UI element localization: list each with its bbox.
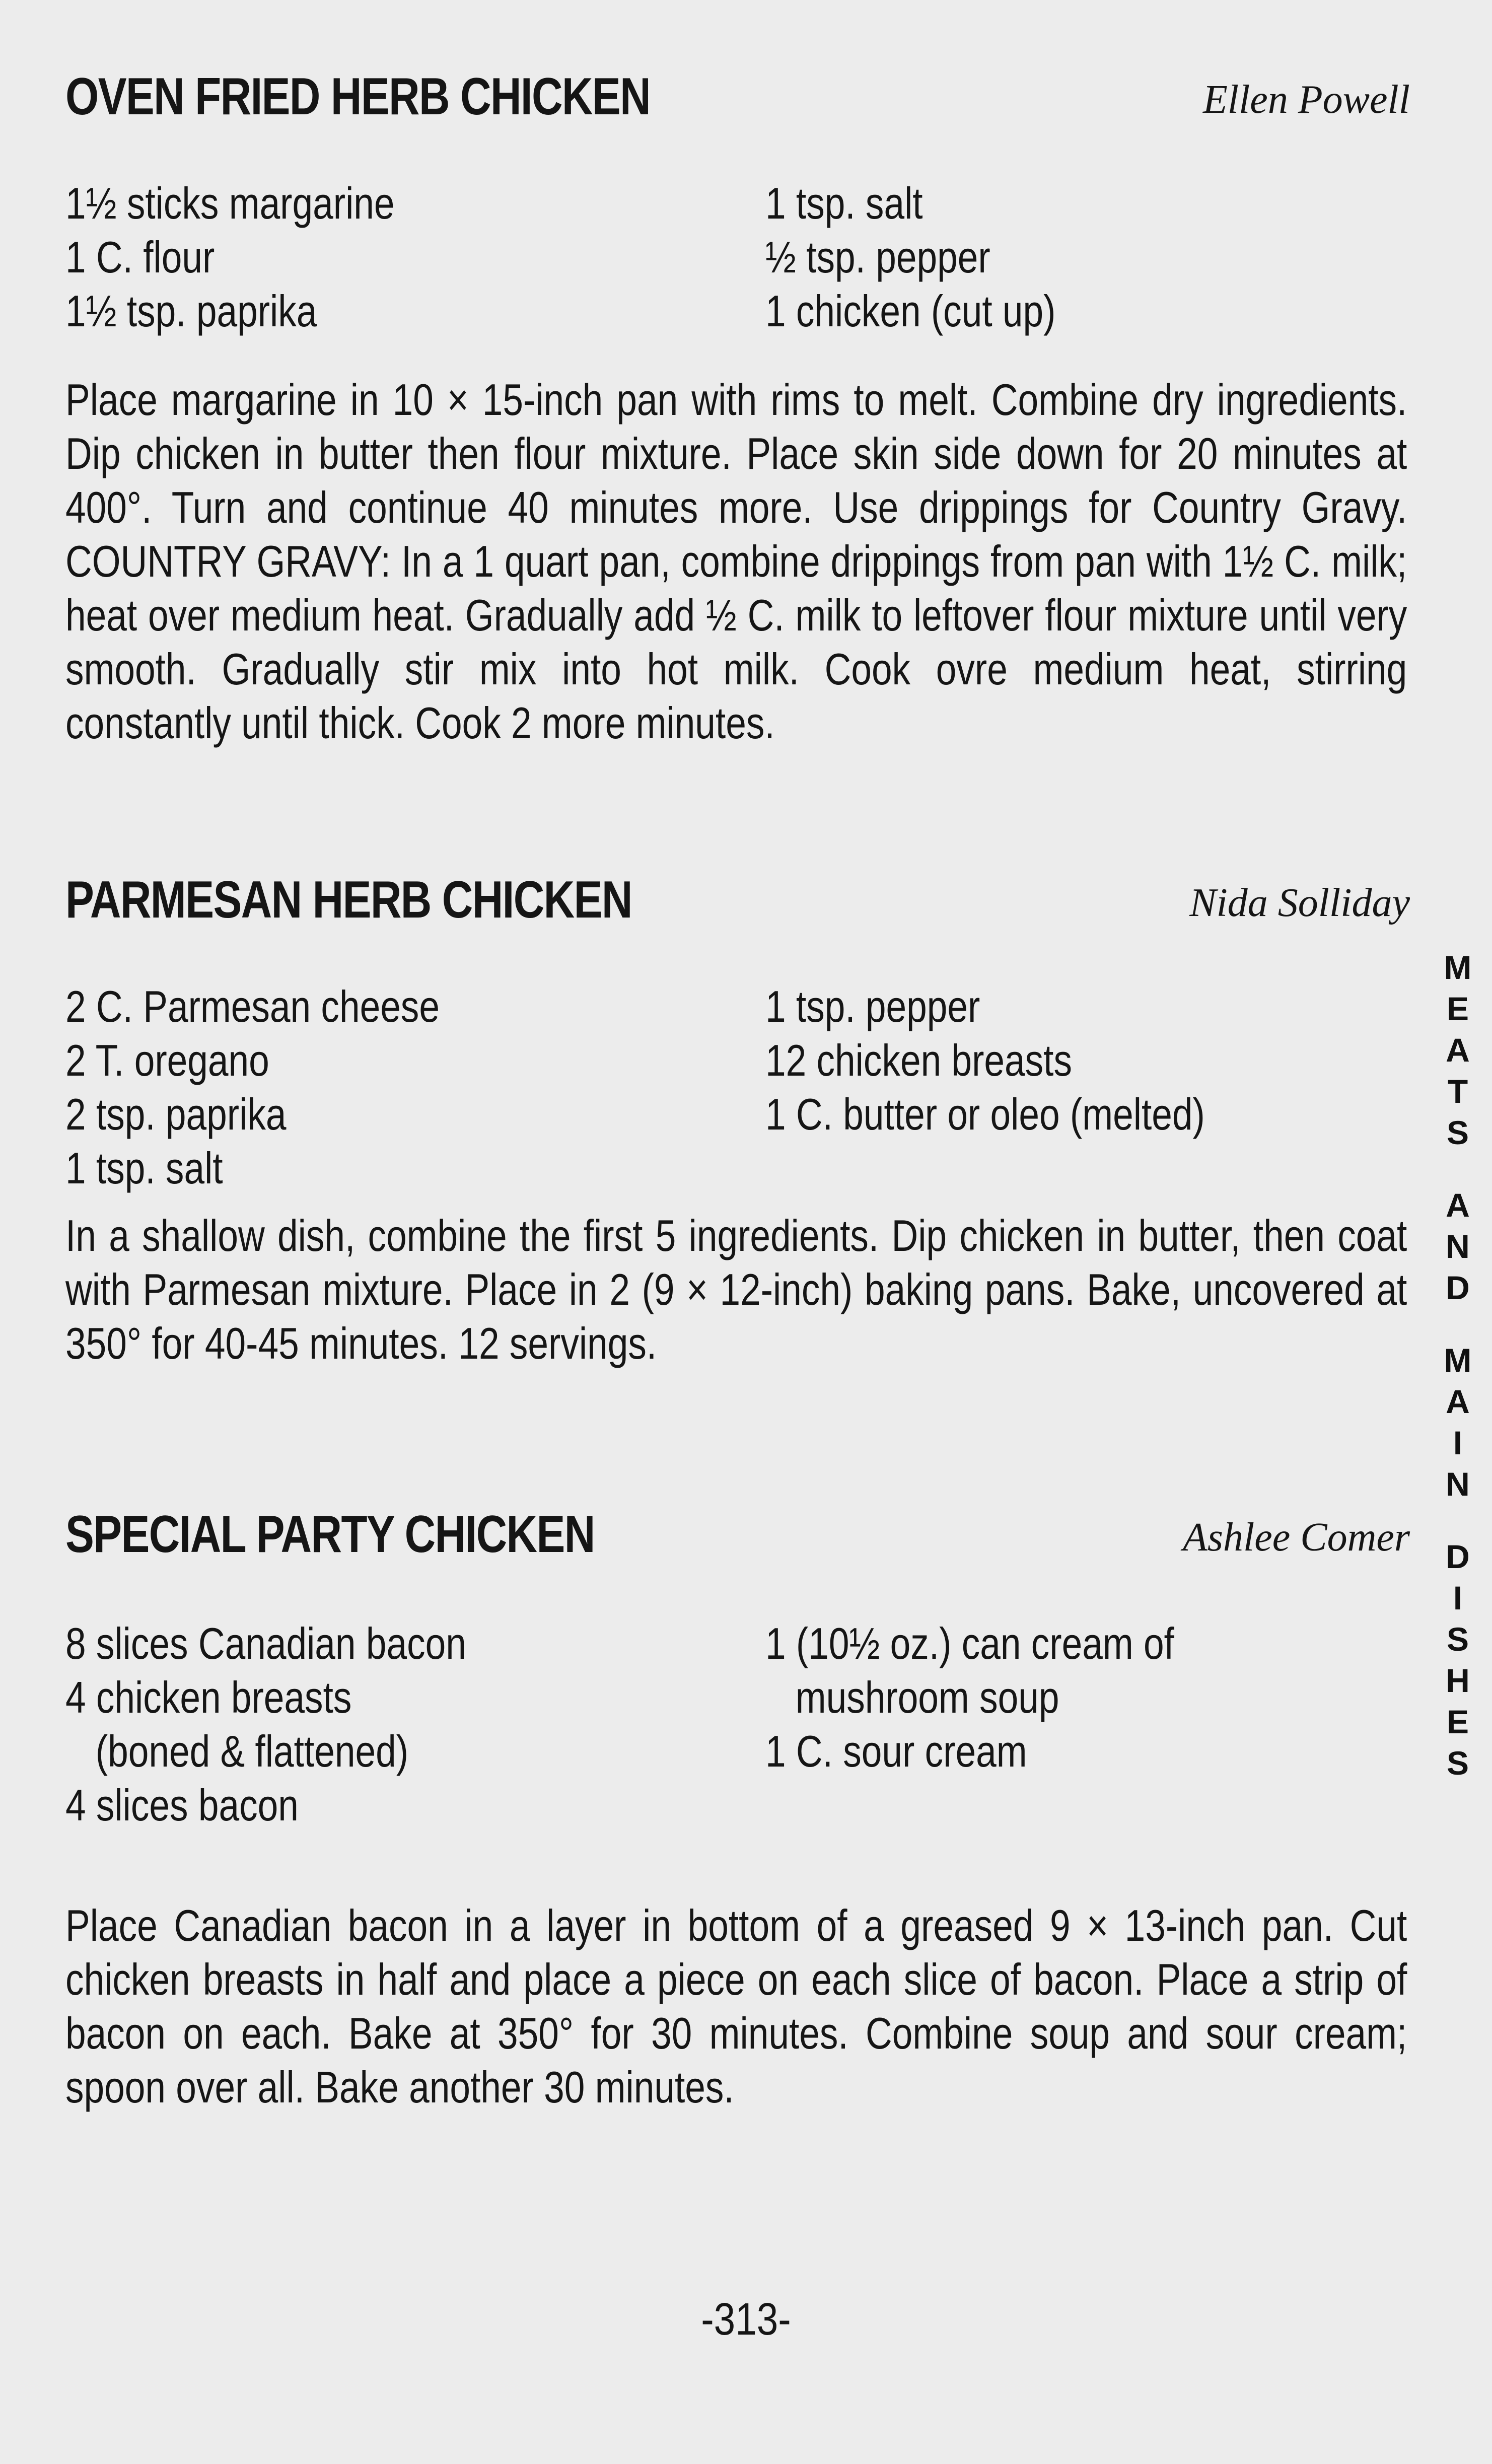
ingredients-left-column [65,1616,548,1832]
ingredient: 8 slices Canadian bacon [65,1618,466,1668]
ingredient: 2 tsp. paprika [65,1089,287,1139]
recipe-special-party-chicken [65,1505,1410,2112]
recipe-title: PARMESAN HERB CHICKEN [65,871,632,929]
recipe-parmesan-herb-chicken [65,871,1410,1368]
side-label-letter: M [1444,949,1472,986]
recipe-directions: In a shallow dish, combine the first 5 ingredients. Dip chicken in butter, then coat with Parmesan mixture. Place in 2 (9 × 12-inch) baking pans. Bake, uncovered at 350° for 40-45 minutes. 12 servings. [65,1211,1407,1368]
recipe-header [65,1505,1410,1574]
ingredient: mushroom soup [795,1672,1059,1722]
recipe-author: Nida Solliday [1189,881,1410,925]
ingredient: ½ tsp. pepper [765,232,990,282]
side-label-letter: E [1446,990,1469,1027]
section-side-label [1438,947,1478,1815]
recipe-title: OVEN FRIED HERB CHICKEN [65,67,651,126]
side-label-word [1438,1340,1478,1505]
ingredients-left-column [65,979,516,1195]
ingredient: 1 tsp. salt [65,1143,223,1193]
side-label-letter: M [1444,1342,1472,1379]
side-label-letter: S [1446,1744,1469,1782]
recipe-oven-fried-herb-chicken [65,67,1410,748]
side-label-letter: A [1446,1186,1470,1224]
ingredients-right-column [765,979,1295,1141]
side-label-letter: D [1446,1269,1470,1306]
side-label-letter: N [1446,1465,1470,1503]
ingredient: 1 (10½ oz.) can cream of [765,1618,1174,1668]
side-label-letter: I [1453,1424,1463,1461]
ingredients-left-column [65,176,462,338]
page-number: -313- [701,2294,791,2345]
recipe-directions: Place Canadian bacon in a layer in bottom of a greased 9 × 13-inch pan. Cut chicken breasts in half and place a piece on each slice of bacon. Place a strip of bacon on each. Bake at 350° for 30 minutes. Combine soup and sour cream; spoon over all. Bake another 30 minutes. [65,1900,1407,2112]
recipe-author: Ellen Powell [1202,78,1410,122]
ingredient: 1 tsp. pepper [765,981,980,1031]
ingredient: 4 slices bacon [65,1780,299,1830]
ingredients-list [65,176,1410,342]
ingredient: 1 C. flour [65,232,215,282]
ingredient: 1½ tsp. paprika [65,286,317,336]
recipe-title: SPECIAL PARTY CHICKEN [65,1505,595,1564]
recipe-directions: Place margarine in 10 × 15-inch pan with rims to melt. Combine dry ingredients. Dip chicken in butter then flour mixture. Place skin side down for 20 minutes at 400°. Turn and continue 40 minutes more. Use drippings for Country Gravy. COUNTRY GRAVY: In a 1 quart pan, combine drippings from pan with 1½ C. milk; heat over medium heat. Gradually add ½ C. milk to leftover flour mixture until very smooth. Gradually stir mix into hot milk. Cook ovre medium heat, stirring constantly until thick. Cook 2 more minutes. [65,375,1407,748]
recipe-author: Ashlee Comer [1182,1515,1410,1560]
side-label-word [1438,1184,1478,1308]
side-label-letter: N [1446,1228,1470,1265]
ingredient: 2 C. Parmesan cheese [65,981,440,1031]
side-label-word [1438,947,1478,1153]
ingredient: 1½ sticks margarine [65,178,395,228]
ingredients-right-column [765,176,1115,338]
side-label-word [1438,1536,1478,1784]
ingredients-list [65,979,1410,1196]
side-label-letter: A [1446,1031,1470,1069]
side-label-letter: S [1446,1621,1469,1658]
ingredient: 1 chicken (cut up) [765,286,1056,336]
ingredient: 1 C. sour cream [765,1726,1027,1776]
ingredient: 1 C. butter or oleo (melted) [765,1089,1205,1139]
ingredient: 2 T. oregano [65,1035,269,1085]
ingredient: 1 tsp. salt [765,178,923,228]
side-label-letter: H [1446,1662,1470,1699]
ingredient: 12 chicken breasts [765,1035,1072,1085]
side-label-letter: T [1447,1073,1468,1110]
ingredients-list [65,1616,1410,1833]
ingredients-right-column [765,1616,1258,1778]
side-label-letter: E [1446,1703,1469,1740]
side-label-letter: A [1446,1383,1470,1420]
ingredient: 4 chicken breasts [65,1672,352,1722]
side-label-letter: D [1446,1538,1470,1575]
side-label-letter: I [1453,1579,1463,1616]
recipe-header [65,67,1410,136]
ingredient: (boned & flattened) [95,1726,409,1776]
side-label-letter: S [1446,1114,1469,1151]
recipe-header [65,871,1410,939]
